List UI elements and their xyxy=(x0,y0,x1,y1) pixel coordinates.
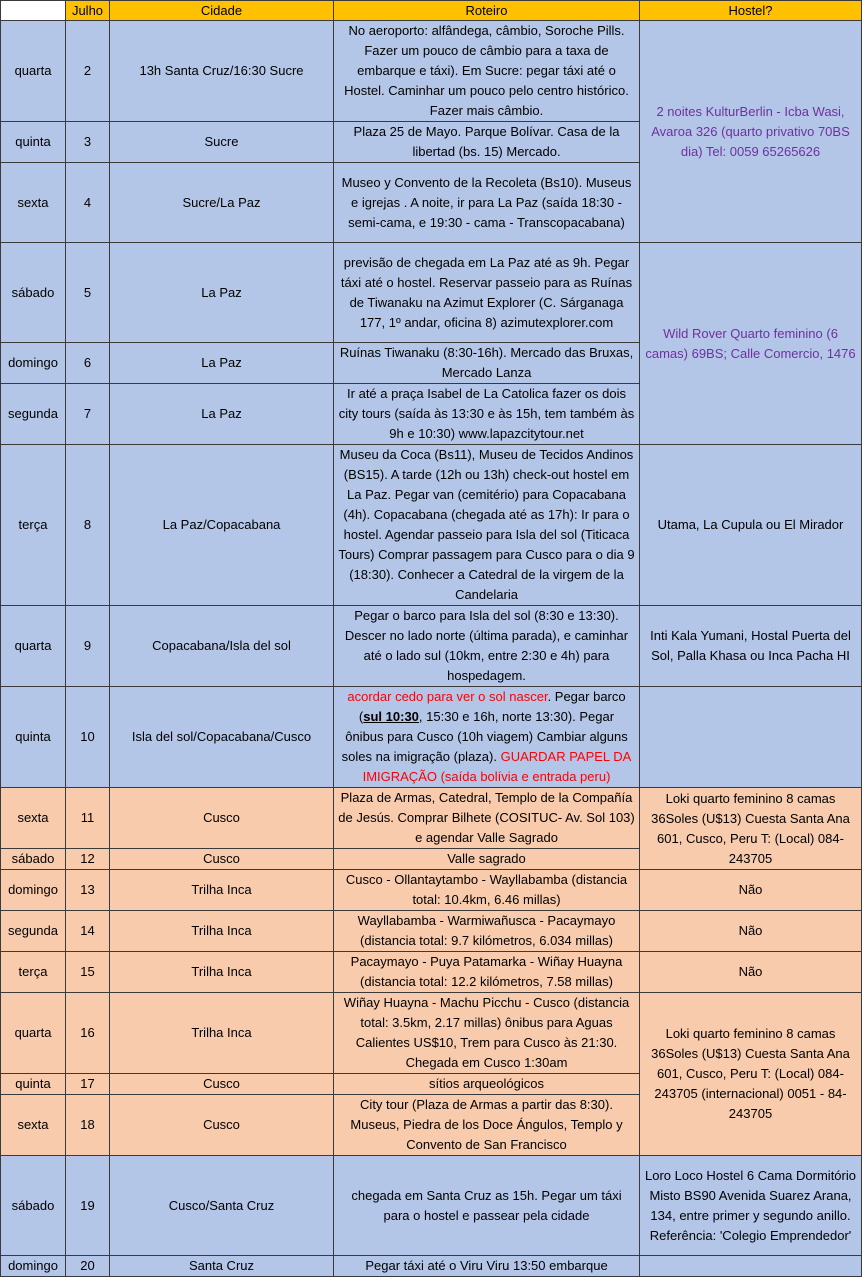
cell-cidade: La Paz xyxy=(110,384,334,445)
cell-roteiro: Museu da Coca (Bs11), Museu de Tecidos Andinos (BS15). A tarde (12h ou 13h) check-out hostel em La Paz. Pegar van (cemitério) para Copacabana (4h). Copacabana (chegada até as 17h): Ir para o hostel. Agendar passeio para Isla del sol (Titicaca Tours) Comprar passagem para Cusco para o dia 9 (18:30). Conhecer a Catedral de la virgem de la Candelaria xyxy=(334,445,640,606)
table-row xyxy=(1,445,862,606)
cell-data: 3 xyxy=(66,122,110,163)
cell-roteiro: Museo y Convento de la Recoleta (Bs10). Museus e igrejas . A noite, ir para La Paz (saída 18:30 - semi-cama, e 19:30 - cama - Transcopacabana) xyxy=(334,163,640,243)
cell-data: 11 xyxy=(66,788,110,849)
cell-data: 10 xyxy=(66,687,110,788)
cell-data: 18 xyxy=(66,1095,110,1156)
cell-dia: domingo xyxy=(1,343,66,384)
cell-dia: quinta xyxy=(1,122,66,163)
cell-roteiro: previsão de chegada em La Paz até as 9h. Pegar táxi até o hostel. Reservar passeio para as Ruínas de Tiwanaku na Azimut Explorer (C. Sárganaga 177, 1º andar, oficina 8) azimutexplorer.com xyxy=(334,243,640,343)
cell-cidade: Sucre xyxy=(110,122,334,163)
cell-hostel: Não xyxy=(640,870,862,911)
cell-data: 15 xyxy=(66,952,110,993)
cell-data: 17 xyxy=(66,1074,110,1095)
cell-cidade: La Paz xyxy=(110,243,334,343)
cell-roteiro: Plaza de Armas, Catedral, Templo de la Compañía de Jesús. Comprar Bilhete (COSITUC- Av. Sol 103) e agendar Valle Sagrado xyxy=(334,788,640,849)
cell-dia: sexta xyxy=(1,788,66,849)
cell-hostel-empty xyxy=(640,1256,862,1277)
cell-dia: sábado xyxy=(1,1156,66,1256)
cell-hostel-lapaz: Wild Rover Quarto feminino (6 camas) 69BS; Calle Comercio, 1476 xyxy=(640,243,862,445)
cell-roteiro: Wiñay Huayna - Machu Picchu - Cusco (distancia total: 3.5km, 2.17 millas) ônibus para Aguas Calientes US$10, Trem para Cusco às 21:30. Chegada em Cusco 1:30am xyxy=(334,993,640,1074)
roteiro-text: . Pegar barco ( xyxy=(358,689,626,724)
cell-cidade: Trilha Inca xyxy=(110,952,334,993)
cell-data: 19 xyxy=(66,1156,110,1256)
cell-data: 14 xyxy=(66,911,110,952)
cell-data: 6 xyxy=(66,343,110,384)
cell-roteiro: Pegar o barco para Isla del sol (8:30 e 13:30). Descer no lado norte (última parada), e caminhar até o lado sul (10km, entre 2:30 e 4h) para hospedagem. xyxy=(334,606,640,687)
cell-roteiro: Cusco - Ollantaytambo - Wayllabamba (distancia total: 10.4km, 6.46 millas) xyxy=(334,870,640,911)
cell-data: 8 xyxy=(66,445,110,606)
cell-data: 12 xyxy=(66,849,110,870)
table-row xyxy=(1,606,862,687)
cell-hostel: Não xyxy=(640,952,862,993)
cell-hostel-sucre: 2 noites KulturBerlin - Icba Wasi, Avaroa 326 (quarto privativo 70BS dia) Tel: 0059 65265626 xyxy=(640,21,862,243)
cell-data: 16 xyxy=(66,993,110,1074)
cell-dia: quarta xyxy=(1,993,66,1074)
cell-hostel: Inti Kala Yumani, Hostal Puerta del Sol, Palla Khasa ou Inca Pacha HI xyxy=(640,606,862,687)
header-cidade: Cidade xyxy=(110,1,334,21)
cell-data: 9 xyxy=(66,606,110,687)
cell-dia: domingo xyxy=(1,870,66,911)
cell-hostel-cusco: Loki quarto feminino 8 camas 36Soles (U$13) Cuesta Santa Ana 601, Cusco, Peru T: (Local) 084-243705 xyxy=(640,788,862,870)
header-julho: Julho xyxy=(66,1,110,21)
cell-hostel-empty xyxy=(640,687,862,788)
cell-dia: sexta xyxy=(1,163,66,243)
cell-roteiro: Pacaymayo - Puya Patamarka - Wiñay Huayna (distancia total: 12.2 kilómetros, 7.58 millas) xyxy=(334,952,640,993)
cell-data: 20 xyxy=(66,1256,110,1277)
roteiro-text: , 15:30 e 16h, norte 13:30). Pegar ônibus para Cusco (10h viagem) Cambiar alguns soles na imigração (plaza). xyxy=(341,709,628,764)
cell-roteiro: Ir até a praça Isabel de La Catolica fazer os dois city tours (saída às 13:30 e às 15h, tem também às 9h e 10:30) www.lapazcitytour.net xyxy=(334,384,640,445)
table-row xyxy=(1,687,862,788)
cell-cidade: Trilha Inca xyxy=(110,911,334,952)
roteiro-underline: sul 10:30 xyxy=(363,709,419,724)
table-row xyxy=(1,993,862,1074)
cell-cidade: Cusco xyxy=(110,1074,334,1095)
table-row xyxy=(1,911,862,952)
table-row xyxy=(1,1156,862,1256)
cell-dia: segunda xyxy=(1,911,66,952)
cell-dia: segunda xyxy=(1,384,66,445)
header-hostel: Hostel? xyxy=(640,1,862,21)
table-row xyxy=(1,952,862,993)
table-row xyxy=(1,788,862,849)
cell-dia: quarta xyxy=(1,606,66,687)
cell-roteiro: Plaza 25 de Mayo. Parque Bolívar. Casa de la libertad (bs. 15) Mercado. xyxy=(334,122,640,163)
cell-data: 7 xyxy=(66,384,110,445)
cell-cidade: Trilha Inca xyxy=(110,870,334,911)
table-row xyxy=(1,243,862,343)
cell-roteiro: Ruínas Tiwanaku (8:30-16h). Mercado das Bruxas, Mercado Lanza xyxy=(334,343,640,384)
cell-dia: sexta xyxy=(1,1095,66,1156)
cell-hostel: Não xyxy=(640,911,862,952)
cell-dia: terça xyxy=(1,952,66,993)
cell-hostel-santacruz: Loro Loco Hostel 6 Cama Dormitório Misto BS90 Avenida Suarez Arana, 134, entre primer y segundo anillo. Referência: 'Colegio Emprendedor' xyxy=(640,1156,862,1256)
roteiro-highlight-red: GUARDAR PAPEL DA IMIGRAÇÃO (saída bolívia e entrada peru) xyxy=(362,749,632,784)
table-row xyxy=(1,870,862,911)
cell-roteiro xyxy=(334,687,640,788)
cell-cidade: Isla del sol/Copacabana/Cusco xyxy=(110,687,334,788)
cell-cidade: Copacabana/Isla del sol xyxy=(110,606,334,687)
cell-roteiro: sítios arqueológicos xyxy=(334,1074,640,1095)
header-blank xyxy=(1,1,66,21)
cell-hostel-cusco: Loki quarto feminino 8 camas 36Soles (U$13) Cuesta Santa Ana 601, Cusco, Peru T: (Local) 084-243705 (internacional) 0051 - 84-243705 xyxy=(640,993,862,1156)
cell-cidade: Trilha Inca xyxy=(110,993,334,1074)
cell-dia: quinta xyxy=(1,687,66,788)
cell-cidade: 13h Santa Cruz/16:30 Sucre xyxy=(110,21,334,122)
cell-roteiro: No aeroporto: alfândega, câmbio, Soroche Pills. Fazer um pouco de câmbio para a taxa de embarque e táxi). Em Sucre: pegar táxi até o Hostel. Caminhar um pouco pelo centro histórico. Fazer mais câmbio. xyxy=(334,21,640,122)
cell-data: 2 xyxy=(66,21,110,122)
cell-cidade: Sucre/La Paz xyxy=(110,163,334,243)
cell-dia: sábado xyxy=(1,243,66,343)
cell-dia: domingo xyxy=(1,1256,66,1277)
cell-cidade: La Paz/Copacabana xyxy=(110,445,334,606)
cell-cidade: Cusco/Santa Cruz xyxy=(110,1156,334,1256)
cell-cidade: Cusco xyxy=(110,788,334,849)
cell-cidade: Santa Cruz xyxy=(110,1256,334,1277)
cell-cidade: Cusco xyxy=(110,1095,334,1156)
cell-data: 4 xyxy=(66,163,110,243)
cell-dia: sábado xyxy=(1,849,66,870)
cell-cidade: Cusco xyxy=(110,849,334,870)
cell-roteiro: Wayllabamba - Warmiwañusca - Pacaymayo (distancia total: 9.7 kilómetros, 6.034 millas) xyxy=(334,911,640,952)
cell-data: 5 xyxy=(66,243,110,343)
cell-hostel: Utama, La Cupula ou El Mirador xyxy=(640,445,862,606)
cell-roteiro: City tour (Plaza de Armas a partir das 8:30). Museus, Piedra de los Doce Ángulos, Templo y Convento de San Francisco xyxy=(334,1095,640,1156)
cell-dia: terça xyxy=(1,445,66,606)
table-row xyxy=(1,1256,862,1277)
cell-roteiro: chegada em Santa Cruz as 15h. Pegar um táxi para o hostel e passear pela cidade xyxy=(334,1156,640,1256)
table-row xyxy=(1,21,862,122)
cell-data: 13 xyxy=(66,870,110,911)
roteiro-highlight-red: acordar cedo para ver o sol nascer xyxy=(347,689,548,704)
header-roteiro: Roteiro xyxy=(334,1,640,21)
cell-dia: quinta xyxy=(1,1074,66,1095)
cell-roteiro: Valle sagrado xyxy=(334,849,640,870)
cell-dia: quarta xyxy=(1,21,66,122)
header-row xyxy=(1,1,862,21)
cell-roteiro: Pegar táxi até o Viru Viru 13:50 embarque xyxy=(334,1256,640,1277)
cell-cidade: La Paz xyxy=(110,343,334,384)
